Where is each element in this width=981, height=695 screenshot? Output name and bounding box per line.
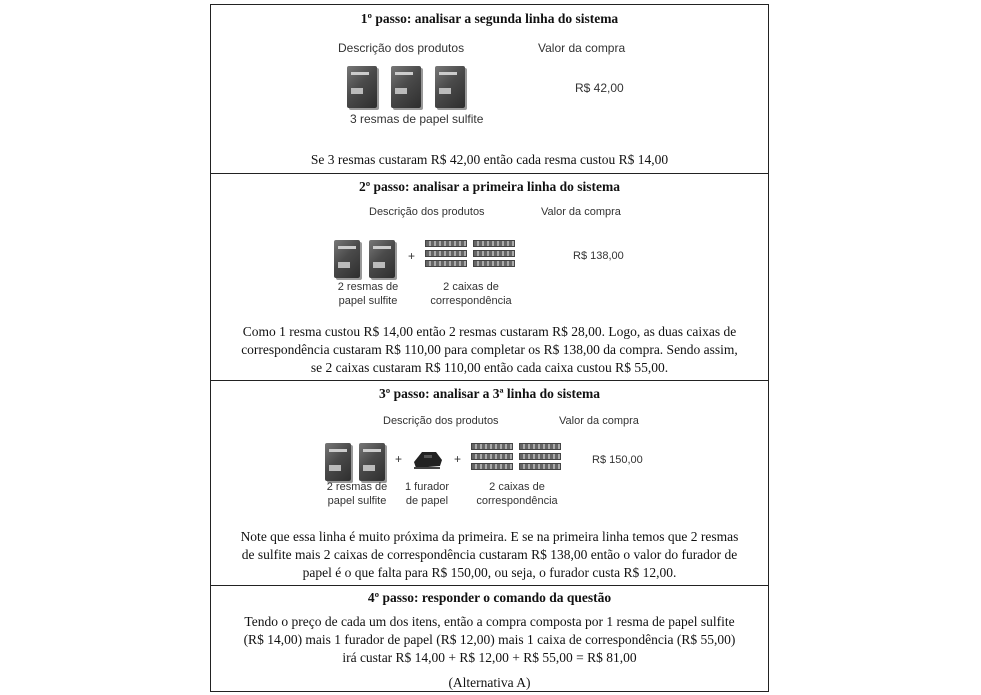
solution-table — [210, 4, 769, 692]
step-1-section — [211, 5, 768, 174]
step-3-desc-header: Descrição dos produtos — [383, 415, 499, 427]
text-line: de sulfite mais 2 caixas de correspondência custaram R$ 138,00 então o valor do furador de — [241, 547, 738, 562]
text-line: Como 1 resma custou R$ 14,00 então 2 resmas custaram R$ 28,00. Logo, as duas caixas de — [242, 324, 737, 339]
step-3-caption-reams — [321, 480, 393, 508]
text-line: se 2 caixas custaram R$ 110,00 então cada caixa custou R$ 55,00. — [310, 360, 669, 375]
step-1-desc-header: Descrição dos produtos — [338, 41, 465, 55]
text-line: correspondência custaram R$ 110,00 para completar os R$ 138,00 da compra. Sendo assim, — [241, 342, 738, 357]
caption-line: papel sulfite — [338, 295, 398, 307]
text-line: Note que essa linha é muito próxima da primeira. E se na primeira linha temos que 2 resmas — [240, 529, 739, 544]
step-2-desc-header: Descrição dos produtos — [369, 206, 485, 218]
step-4-title: 4º passo: responder o comando da questão — [367, 590, 612, 605]
caption-line: 2 resmas de — [326, 481, 388, 493]
step-2-title: 2º passo: analisar a primeira linha do sistema — [358, 179, 621, 194]
step-4-section — [211, 586, 768, 692]
step-3-value: R$ 150,00 — [592, 454, 643, 466]
caption-line: de papel — [405, 495, 449, 507]
step-4-text — [219, 613, 760, 667]
step-3-section — [211, 381, 768, 586]
text-line: papel é o que falta para R$ 150,00, ou seja, o furador custa R$ 12,00. — [302, 565, 677, 580]
step-2-value-header: Valor da compra — [541, 206, 621, 218]
text-line: irá custar R$ 14,00 + R$ 12,00 + R$ 55,00 = R$ 81,00 — [342, 650, 637, 665]
step-1-caption: 3 resmas de papel sulfite — [350, 112, 484, 126]
correspondence-tray-icon — [425, 240, 467, 268]
caption-line: 2 caixas de — [489, 481, 545, 493]
paper-ream-icon — [325, 443, 351, 481]
step-2-section — [211, 174, 768, 381]
plus-sign: + — [395, 452, 403, 466]
step-1-title: 1º passo: analisar a segunda linha do sistema — [360, 11, 619, 26]
paper-ream-icon — [359, 443, 385, 481]
caption-line: 1 furador — [404, 481, 450, 493]
step-1-value: R$ 42,00 — [575, 81, 624, 95]
caption-line: correspondência — [430, 295, 512, 307]
step-1-text: Se 3 resmas custaram R$ 42,00 então cada resma custou R$ 14,00 — [310, 152, 669, 167]
plus-sign: + — [454, 452, 462, 466]
step-1-value-header: Valor da compra — [538, 41, 626, 55]
step-3-value-header: Valor da compra — [559, 415, 639, 427]
correspondence-tray-icon — [471, 443, 513, 471]
paper-ream-icon — [347, 66, 377, 108]
caption-line: correspondência — [476, 495, 558, 507]
text-line: (R$ 14,00) mais 1 furador de papel (R$ 12,00) mais 1 caixa de correspondência (R$ 55,00) — [243, 632, 736, 647]
step-3-text — [219, 528, 760, 582]
answer-text: (Alternativa A) — [448, 675, 531, 690]
step-2-value: R$ 138,00 — [573, 250, 624, 262]
caption-line: 2 caixas de — [443, 281, 499, 293]
paper-ream-icon — [391, 66, 421, 108]
paper-ream-icon — [435, 66, 465, 108]
text-line: Tendo o preço de cada um dos itens, então a compra composta por 1 resma de papel sulfite — [244, 614, 735, 629]
step-2-caption-reams — [333, 280, 403, 308]
step-3-caption-punch — [399, 480, 455, 508]
plus-sign: + — [408, 249, 416, 263]
correspondence-tray-icon — [519, 443, 561, 471]
step-2-text — [219, 323, 760, 377]
paper-ream-icon — [334, 240, 360, 278]
caption-line: 2 resmas de — [337, 281, 399, 293]
correspondence-tray-icon — [473, 240, 515, 268]
step-2-caption-trays — [423, 280, 519, 308]
hole-punch-icon — [410, 448, 444, 470]
step-3-title: 3º passo: analisar a 3ª linha do sistema — [379, 386, 600, 401]
paper-ream-icon — [369, 240, 395, 278]
caption-line: papel sulfite — [327, 495, 387, 507]
step-3-caption-trays — [469, 480, 565, 508]
